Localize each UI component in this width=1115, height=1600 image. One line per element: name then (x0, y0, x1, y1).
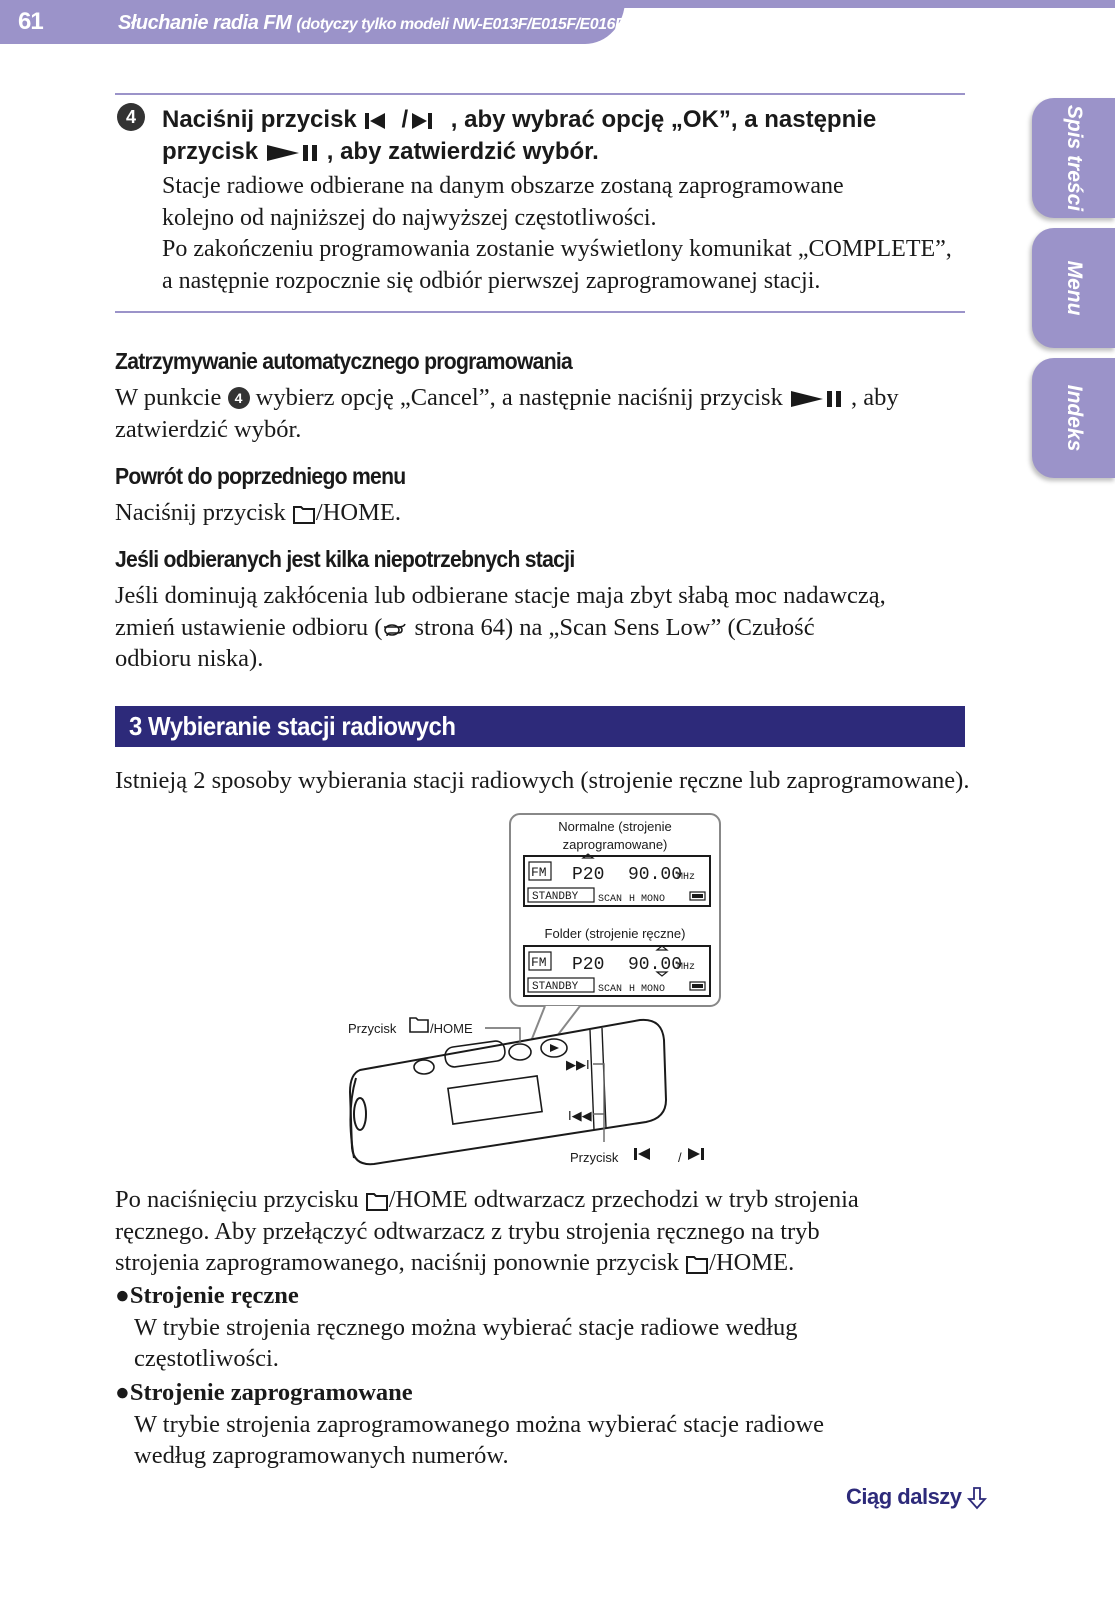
svg-text:FM: FM (531, 955, 547, 970)
callout-home-label: Przycisk (348, 1021, 397, 1036)
para-stop-autopreset: W punkcie 4 wybierz opcję „Cancel”, a następnie naciśnij przycisk , aby zatwierdzić wybór. (115, 384, 899, 443)
step-description: Stacje radiowe odbierane na danym obszarze zostaną zaprogramowane kolejno od najniższej do najwyższej częstotliwości. Po zakończeniu programowania zostanie wyświetlony komunikat „COMPLETE”, a następnie rozpocznie się odbiór pierwszej zaprogramowanej stacji. (162, 173, 952, 294)
play-pause-icon (265, 142, 327, 164)
svg-text:STANDBY: STANDBY (532, 981, 579, 993)
svg-text:I◀◀: I◀◀ (568, 1108, 592, 1123)
label-preset-line2: zaprogramowane) (562, 837, 668, 852)
heading-back-to-menu: Powrót do poprzedniego menu (115, 463, 406, 489)
tab-label-index: Indeks (1063, 384, 1086, 452)
play-pause-icon (789, 388, 851, 410)
svg-text:▶▶I: ▶▶I (566, 1057, 590, 1072)
para-back-to-menu: Naciśnij przycisk /HOME. (115, 499, 401, 526)
heading-unwanted-stations: Jeśli odbieranych jest kilka niepotrzebnych stacji (115, 546, 575, 572)
skip-forward-icon (408, 110, 444, 132)
divider-top (115, 93, 965, 95)
tab-index[interactable] (1032, 358, 1115, 478)
header-title-main: Słuchanie radia FM (118, 12, 292, 34)
svg-text:MHz: MHz (677, 962, 696, 973)
chapter-intro: Istnieją 2 sposoby wybierania stacji radiowych (strojenie ręczne lub zaprogramowane). (115, 767, 970, 794)
arrow-down-icon (967, 1486, 987, 1510)
label-manual-mode: Folder (strojenie ręczne) (544, 926, 686, 941)
bullet-dot: ● (115, 1282, 130, 1309)
divider-bottom (115, 311, 965, 313)
pointing-hand-icon (382, 619, 408, 639)
bullet-manual-tuning: ●Strojenie ręczne W trybie strojenia ręcznego można wybierać stacje radiowe według częstotliwości. (115, 1282, 798, 1372)
svg-text:P20: P20 (572, 955, 605, 975)
lcd-manual-mode (524, 946, 710, 996)
folder-icon (365, 1190, 389, 1212)
page-number: 61 (18, 8, 43, 35)
step-number-badge: 4 (117, 103, 145, 131)
tab-label-menu: Menu (1063, 260, 1086, 316)
svg-text:MONO: MONO (641, 894, 666, 905)
svg-text:SCAN: SCAN (598, 984, 623, 995)
svg-text:/HOME: /HOME (430, 1021, 473, 1036)
bullet-preset-tuning: ●Strojenie zaprogramowane W trybie strojenia zaprogramowanego można wybierać stacje radiowe według zaprogramowanych numerów. (115, 1379, 825, 1469)
svg-text:H: H (629, 984, 636, 995)
lcd-preset-mode (524, 854, 710, 906)
svg-text:MHz: MHz (677, 872, 696, 883)
continued-link[interactable]: Ciąg dalszy (846, 1484, 987, 1510)
para-unwanted-stations: Jeśli dominują zakłócenia lub odbierane stacje maja zbyt słabą moc nadawczą, zmień ustawienie odbioru ( strona 64) na „Scan Sens Low” (Czułość odbioru niska). (115, 582, 886, 672)
svg-text:MONO: MONO (641, 984, 666, 995)
radio-tuning-illustration (340, 812, 740, 1182)
skip-back-icon (634, 1148, 650, 1160)
svg-text:H: H (629, 894, 636, 905)
step-heading: Naciśnij przycisk / , aby wybrać opcję „OK”, a następnie przycisk , aby zatwierdzić wybór. (162, 106, 877, 165)
svg-text:STANDBY: STANDBY (532, 891, 579, 903)
tab-label-toc: Spis treści (1063, 104, 1086, 212)
tab-menu[interactable] (1032, 228, 1115, 348)
svg-text:SCAN: SCAN (598, 894, 623, 905)
folder-icon (685, 1253, 709, 1275)
bullet-dot: ● (115, 1379, 130, 1406)
svg-text:/: / (678, 1150, 682, 1165)
skip-back-icon (363, 110, 401, 132)
header-subtitle: (dotyczy tylko modeli NW-E013F/E015F/E016F) (296, 16, 629, 33)
lcd-frequency: 90.00 (628, 865, 683, 885)
folder-icon (292, 503, 316, 525)
folder-icon (410, 1018, 428, 1032)
label-preset-line1: Normalne (strojenie (558, 819, 672, 834)
para-home-button-modes: Po naciśnięciu przycisku /HOME odtwarzacz przechodzi w tryb strojenia ręcznego. Aby przełączyć odtwarzacz z trybu strojenia ręcznego na tryb strojenia zaprogramowanego, naciśnij ponownie przycisk /HOME. (115, 1186, 859, 1276)
section-title-bar: 3 Wybieranie stacji radiowych (115, 706, 965, 747)
lcd-preset-number: P20 (572, 865, 605, 885)
heading-stop-autopreset: Zatrzymywanie automatycznego programowania (115, 348, 573, 374)
tab-table-of-contents[interactable] (1032, 98, 1115, 218)
skip-forward-icon (688, 1148, 704, 1160)
player-device (350, 1020, 666, 1164)
header-title (118, 12, 629, 35)
callout-skip-label: Przycisk (570, 1150, 619, 1165)
svg-text:FM: FM (531, 865, 547, 880)
step-ref-badge: 4 (228, 387, 250, 409)
svg-text:90.00: 90.00 (628, 955, 683, 975)
